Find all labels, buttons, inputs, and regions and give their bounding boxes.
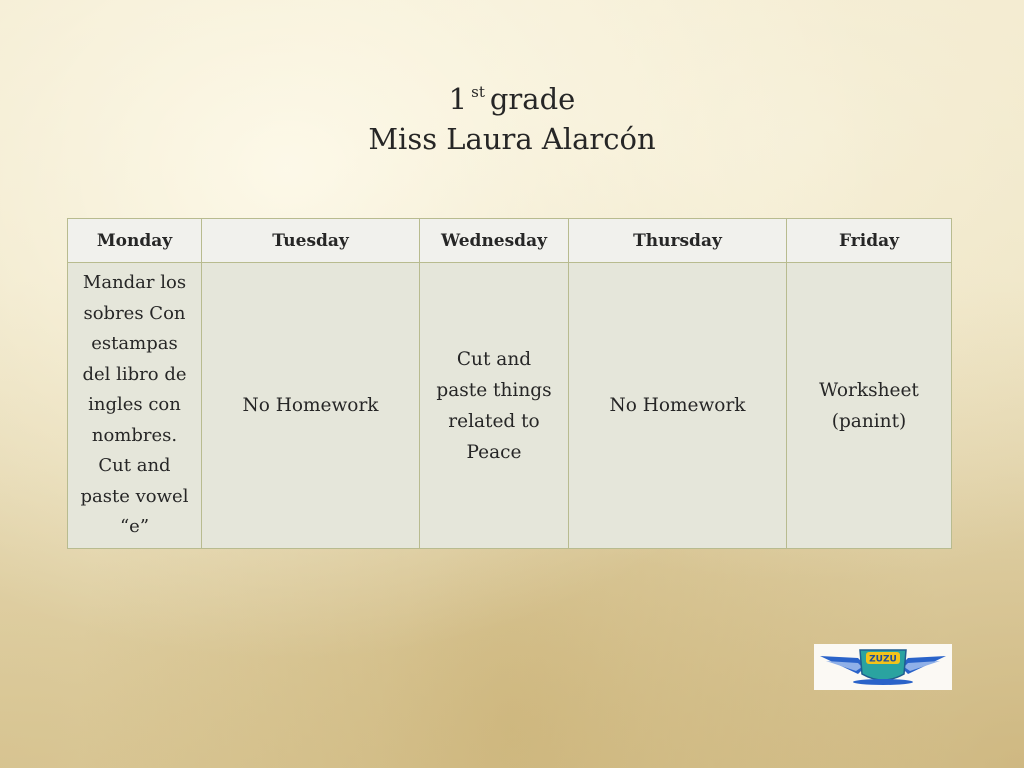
grade-number: 1	[448, 82, 468, 116]
grade-line	[0, 72, 1024, 119]
table-row	[68, 263, 952, 549]
slide-title	[0, 72, 1024, 159]
table-header-row	[68, 219, 952, 263]
grade-ordinal-suffix: st	[471, 83, 485, 101]
header-thursday: Thursday	[569, 219, 787, 263]
logo-base	[853, 679, 913, 685]
header-tuesday: Tuesday	[202, 219, 420, 263]
grade-word: grade	[489, 82, 576, 116]
homework-schedule-table	[67, 218, 952, 549]
task-monday: Mandar los sobres Con estampas del libro de ingles con nombres. Cut and paste vowel “e”	[68, 263, 202, 549]
logo-text: ZUZU	[869, 654, 897, 665]
task-thursday: No Homework	[569, 263, 787, 549]
teacher-name: Miss Laura Alarcón	[368, 122, 656, 156]
task-wednesday: Cut and paste things related to Peace	[420, 263, 569, 549]
header-monday: Monday	[68, 219, 202, 263]
school-logo	[814, 644, 952, 690]
task-tuesday: No Homework	[202, 263, 420, 549]
header-friday: Friday	[787, 219, 952, 263]
task-friday: Worksheet (panint)	[787, 263, 952, 549]
header-wednesday: Wednesday	[420, 219, 569, 263]
